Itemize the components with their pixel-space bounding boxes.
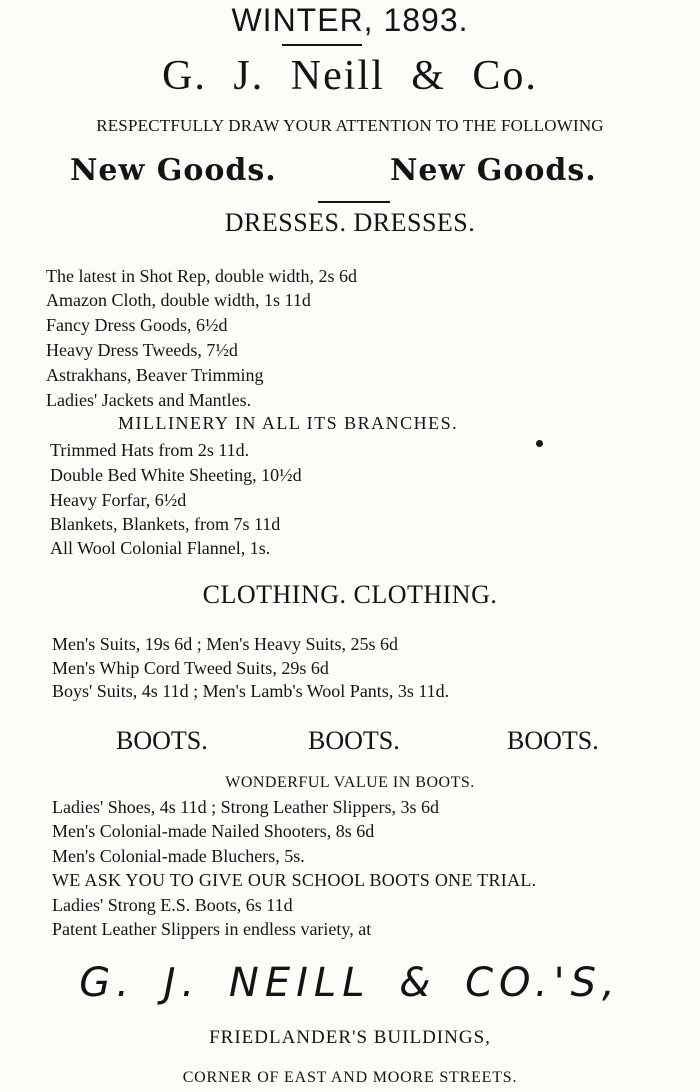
- dress-item: Fancy Dress Goods, 6½d: [46, 315, 228, 335]
- boot-item: Ladies' Strong E.S. Boots, 6s 11d: [52, 895, 293, 915]
- ink-dot: [536, 440, 543, 447]
- new-goods-right: New Goods.: [390, 153, 597, 188]
- season-title: WINTER, 1893.: [231, 2, 469, 38]
- firm-name-heading: G. J. Neill & Co.: [162, 53, 538, 99]
- boots-heading-1: BOOTS.: [116, 726, 208, 755]
- dress-item: Trimmed Hats from 2s 11d.: [50, 440, 250, 460]
- dress-item: Amazon Cloth, double width, 1s 11d: [46, 290, 311, 310]
- firm-name-footer: G. J. NEILL & CO.'S,: [79, 960, 621, 1006]
- dress-item: Ladies' Jackets and Mantles.: [46, 390, 252, 410]
- middle-rule: [318, 201, 390, 203]
- boot-item: Men's Colonial-made Bluchers, 5s.: [52, 846, 305, 866]
- clothing-item: Men's Suits, 19s 6d ; Men's Heavy Suits, 25s 6d: [52, 634, 399, 654]
- dress-item: Astrakhans, Beaver Trimming: [46, 365, 264, 385]
- dress-item: The latest in Shot Rep, double width, 2s 6d: [46, 266, 357, 286]
- dress-item: Heavy Forfar, 6½d: [50, 490, 187, 510]
- new-goods-left: New Goods.: [70, 153, 277, 188]
- dress-item: Heavy Dress Tweeds, 7½d: [46, 340, 238, 360]
- boot-item: WE ASK YOU TO GIVE OUR SCHOOL BOOTS ONE TRIAL.: [52, 870, 537, 890]
- millinery-heading: MILLINERY IN ALL ITS BRANCHES.: [118, 413, 459, 433]
- top-rule: [282, 44, 362, 46]
- dress-item: Blankets, Blankets, from 7s 11d: [50, 514, 281, 534]
- address-line: CORNER OF EAST AND MOORE STREETS.: [182, 1069, 518, 1086]
- buildings-line: FRIEDLANDER'S BUILDINGS,: [209, 1027, 491, 1048]
- tagline: RESPECTFULLY DRAW YOUR ATTENTION TO THE FOLLOWING: [96, 116, 604, 135]
- boot-item: Patent Leather Slippers in endless variety, at: [52, 919, 372, 939]
- boot-item: Ladies' Shoes, 4s 11d ; Strong Leather Slippers, 3s 6d: [52, 797, 440, 817]
- clothing-item: Boys' Suits, 4s 11d ; Men's Lamb's Wool Pants, 3s 11d.: [52, 681, 450, 701]
- boots-subheading: WONDERFUL VALUE IN BOOTS.: [225, 774, 475, 791]
- dress-item: Double Bed White Sheeting, 10½d: [50, 465, 302, 485]
- clothing-item: Men's Whip Cord Tweed Suits, 29s 6d: [52, 658, 329, 678]
- clothing-heading: CLOTHING. CLOTHING.: [202, 580, 498, 609]
- boots-heading-2: BOOTS.: [308, 726, 400, 755]
- boot-item: Men's Colonial-made Nailed Shooters, 8s 6d: [52, 821, 375, 841]
- boots-heading-3: BOOTS.: [507, 726, 599, 755]
- dress-item: All Wool Colonial Flannel, 1s.: [50, 538, 271, 558]
- dresses-heading: DRESSES. DRESSES.: [224, 208, 476, 237]
